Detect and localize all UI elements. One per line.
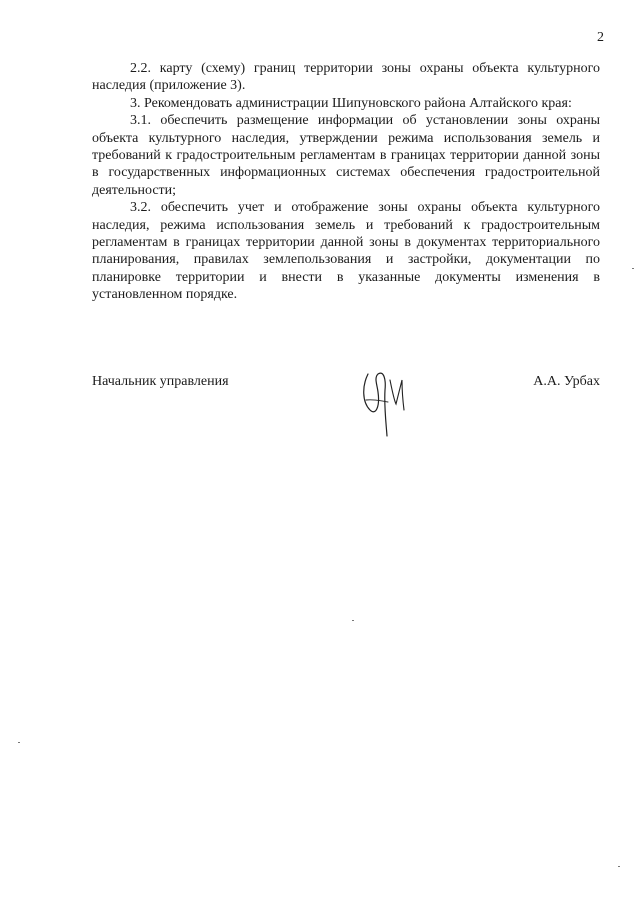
signer-name: А.А. Урбах	[533, 374, 600, 389]
scan-speck	[618, 866, 620, 867]
handwritten-signature	[354, 366, 414, 446]
scan-speck	[18, 742, 20, 743]
signature-block	[92, 374, 600, 454]
document-body	[92, 60, 600, 304]
paragraph-3: 3. Рекомендовать администрации Шипуновского района Алтайского края:	[130, 95, 572, 111]
signer-title: Начальник управления	[92, 374, 229, 389]
paragraph-2-2: 2.2. карту (схему) границ территории зоны охраны объекта культурного наследия (приложение 3).	[92, 61, 600, 94]
paragraph-3-2: 3.2. обеспечить учет и отображение зоны охраны объекта культурного наследия, режима использования земель и требований к градостроительным регламентам в границах территории данной зоны в документах территориального планирования, правилах землепользования и застройки, документации по планировке территории и внести в указанные документы изменения в установленном порядке.	[92, 200, 600, 303]
scan-speck	[632, 268, 634, 269]
page-number: 2	[597, 30, 604, 45]
paragraph-3-1: 3.1. обеспечить размещение информации об установлении зоны охраны объекта культурного наследия, утверждении режима использования земель и требований к градостроительным регламентам в границах территории данной зоны в государственных информационных системах обеспечения градостроительной деятельности;	[92, 113, 600, 198]
scan-speck	[352, 620, 354, 621]
